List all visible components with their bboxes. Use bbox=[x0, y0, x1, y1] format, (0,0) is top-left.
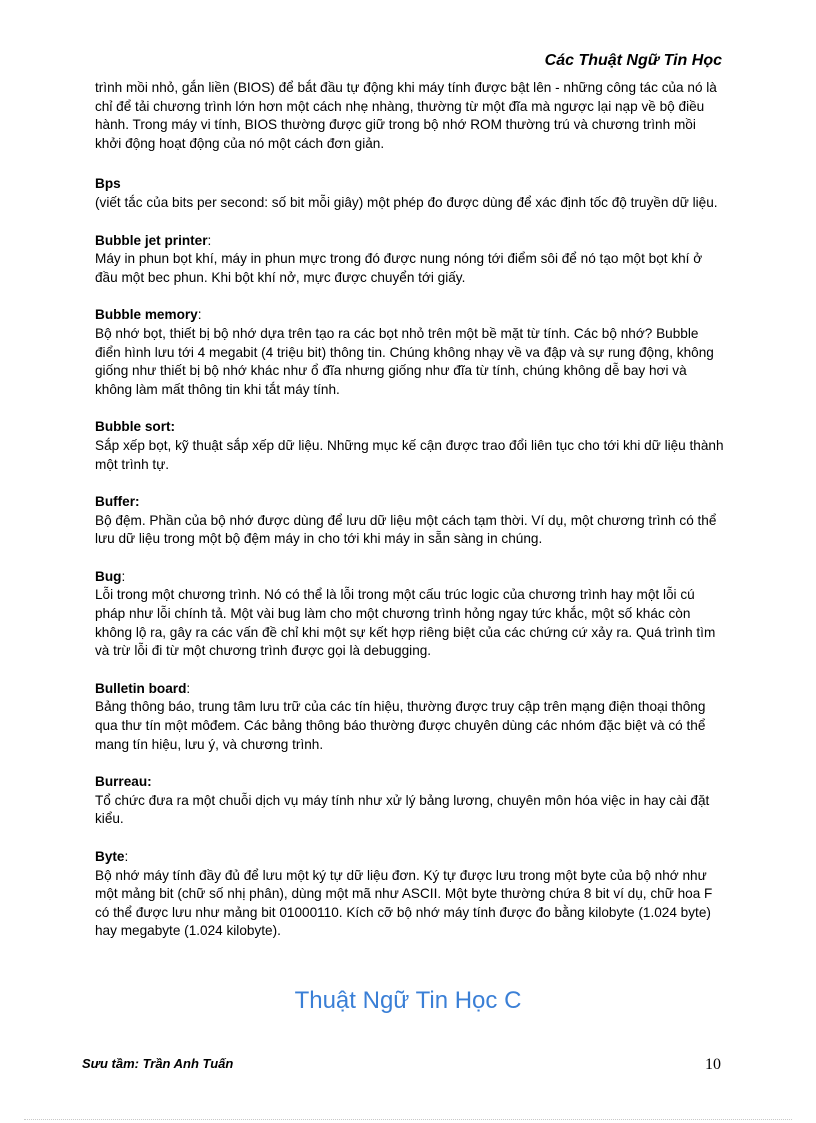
entry-term-suffix: : bbox=[124, 849, 129, 864]
entry-term-suffix: : bbox=[207, 232, 212, 248]
glossary-entry-bubble-jet-printer bbox=[95, 232, 725, 288]
entry-term-line bbox=[95, 232, 725, 251]
entry-term: Burreau: bbox=[95, 774, 152, 790]
glossary-entry-bubble-sort bbox=[95, 418, 725, 474]
entry-definition: (viết tắc của bits per second: số bit mỗi giây) một phép đo được dùng để xác định tốc độ truyền dữ liệu. bbox=[95, 194, 718, 210]
entry-term-line bbox=[95, 493, 725, 512]
entry-definition: Tổ chức đưa ra một chuỗi dịch vụ máy tính như xử lý bảng lương, chuyên môn hóa việc in hay cài đặt kiểu. bbox=[95, 792, 710, 827]
entry-definition: Bộ nhớ bọt, thiết bị bộ nhớ dựa trên tạo ra các bọt nhỏ trên một bề mặt từ tính. Các bộ nhớ? Bubble điển hình lưu tới 4 megabit (4 triệu bit) thông tin. Chúng không nhạy về va đập và sự rung động, không giống như thiết bị bộ nhớ khác như ổ đĩa nhưng giống như đĩa từ tính, chúng không dễ bay hơi và không làm mất thông tin khi tắt máy tính. bbox=[95, 325, 714, 397]
entry-term-line bbox=[95, 175, 725, 194]
entry-term: Bps bbox=[95, 176, 121, 192]
entry-term: Buffer: bbox=[95, 494, 140, 510]
glossary-entry-bubble-memory bbox=[95, 306, 725, 399]
entry-term: Byte bbox=[95, 849, 125, 864]
entry-term: Bubble sort: bbox=[95, 419, 176, 435]
glossary-entry-buffer bbox=[95, 493, 725, 549]
entry-term-line bbox=[95, 418, 725, 437]
glossary-entry-bps bbox=[95, 175, 725, 212]
entry-term: Bulletin board bbox=[95, 680, 187, 696]
glossary-entry-bulletin-board bbox=[95, 680, 725, 754]
entry-term-suffix: : bbox=[121, 568, 126, 584]
entry-definition: Bảng thông báo, trung tâm lưu trữ của các tín hiệu, thường được truy cập trên mạng điện thoại thông qua thư tín một môđem. Các bảng thông báo thường được chuyên dùng các nhóm đặc biệt và có thể mang tín hiệu, lưu ý, và chương trình. bbox=[95, 699, 706, 752]
entry-term: Bug bbox=[95, 568, 122, 584]
entry-definition: Bộ đệm. Phần của bộ nhớ được dùng để lưu dữ liệu một cách tạm thời. Ví dụ, một chương trình có thể lưu dữ liệu trong một bộ đệm máy in cho tới khi máy in sẵn sàng in chúng. bbox=[95, 512, 717, 547]
running-header: Các Thuật Ngữ Tin Học bbox=[544, 52, 722, 69]
entry-term-line bbox=[95, 680, 725, 699]
entry-term: Bubble memory bbox=[95, 307, 198, 323]
glossary-entry-burreau bbox=[95, 773, 725, 829]
entry-term-line bbox=[95, 773, 725, 792]
glossary-entry-bug bbox=[95, 568, 725, 661]
glossary-body bbox=[95, 79, 725, 960]
entry-term-line bbox=[95, 306, 725, 325]
continued-paragraph: trình mồi nhỏ, gắn liền (BIOS) để bắt đầu tự động khi máy tính được bật lên - những công tác của nó là chỉ để tải chương trình lớn hơn một cách nhẹ nhàng, thường từ một đĩa mà ngược lại nạp về bộ điều hành. Trong máy vi tính, BIOS thường được giữ trong bộ nhớ ROM thường trú và chương trình mồi khởi động hoạt động của nó một cách đơn giản. bbox=[95, 80, 717, 151]
entry-term-suffix: : bbox=[197, 307, 202, 323]
entry-definition: Máy in phun bọt khí, máy in phun mực trong đó được nung nóng tới điểm sôi để nó tạo một bọt khí ở đầu một bec phun. Khi bột khí nở, mực được chuyển tới giấy. bbox=[95, 251, 703, 285]
section-heading: Thuật Ngữ Tin Học C bbox=[294, 987, 522, 1014]
entry-definition: Sắp xếp bọt, kỹ thuật sắp xếp dữ liệu. Những mục kế cận được trao đổi liên tục cho tới khi dữ liệu thành một trình tự. bbox=[95, 437, 724, 472]
glossary-entry-byte bbox=[95, 848, 725, 941]
entry-term-suffix: : bbox=[186, 680, 191, 696]
entry-term: Bubble jet printer bbox=[95, 232, 208, 248]
page-bottom-divider bbox=[24, 1119, 792, 1120]
page-number: 10 bbox=[705, 1056, 721, 1073]
entry-term-line bbox=[95, 568, 725, 587]
entry-definition: Lỗi trong một chương trình. Nó có thể là lỗi trong một cấu trúc logic của chương trình hay một lỗi cú pháp như lỗi chính tả. Một vài bug làm cho một chương trình hỏng ngay tức khắc, một số khác còn không lộ ra, gây ra các vấn đề chỉ khi một sự kết hợp riêng biệt của các chứng cứ xảy ra. Quá trình tìm và trừ lỗi đi từ một chương trình được gọi là debugging. bbox=[95, 587, 716, 659]
footer-author: Sưu tầm: Trần Anh Tuấn bbox=[82, 1056, 234, 1071]
entry-definition: Bộ nhớ máy tính đầy đủ để lưu một ký tự dữ liệu đơn. Ký tự được lưu trong một byte của bộ nhớ như một mảng bit (chữ số nhị phân), dùng một mã như ASCII. Một byte thường chứa 8 bit ví dụ, chữ hoa F có thể được lưu như mảng bit 01000110. Kích cỡ bộ nhớ máy tính được đo bằng kilobyte (1.024 byte) hay megabyte (1.024 kilobyte). bbox=[95, 867, 713, 939]
entry-term-line bbox=[95, 848, 725, 867]
